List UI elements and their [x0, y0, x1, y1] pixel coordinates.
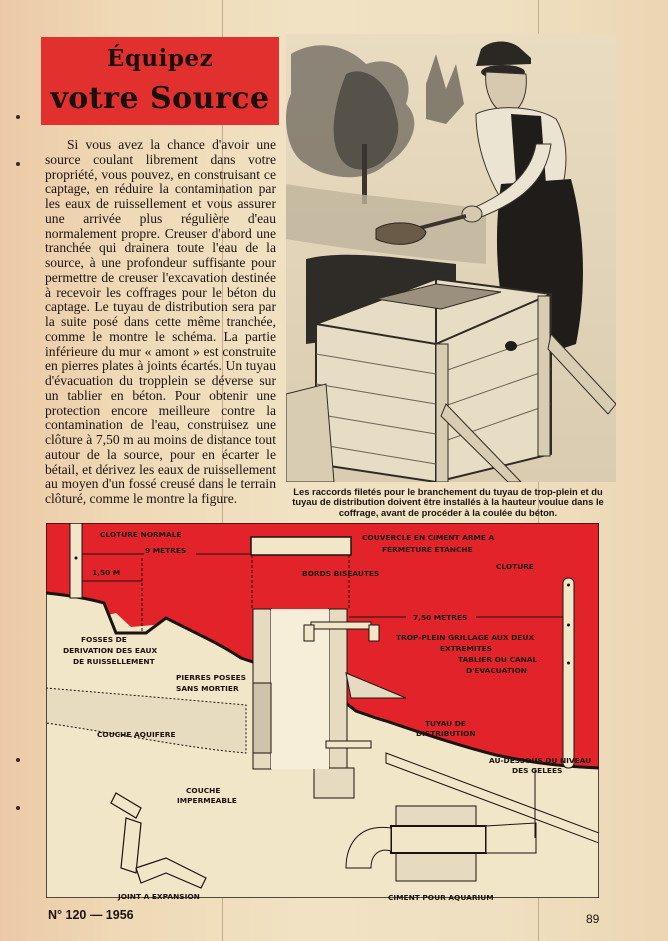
label-impermeable-line1: COUCHE [186, 786, 221, 795]
illustration-man-shoveling [286, 34, 616, 482]
label-fosses-line2: DERIVATION DES EAUX [63, 646, 158, 655]
label-gelees-line1: AU-DESSOUS DU NIVEAU [489, 756, 592, 765]
label-couvercle-line1: COUVERCLE EN CIMENT ARME A [362, 533, 495, 542]
label-tuyau-line1: TUYAU DE [425, 719, 466, 728]
label-bords-biseautes: BORDS BISEAUTES [302, 569, 380, 578]
label-tablier-line2: D'EVACUATION [466, 666, 527, 675]
label-cloture-normale: CLOTURE NORMALE [100, 530, 182, 539]
fence-post-right [563, 578, 574, 768]
label-couvercle-line2: FERMETURE ETANCHE [382, 545, 473, 554]
punch-hole [16, 115, 20, 119]
fence-post-left [70, 523, 82, 598]
label-fosses-line1: FOSSES DE [81, 635, 127, 644]
illustration-caption: Les raccords filetés pour le branchement du tuyau de trop-plein et du tuyau de distribution doivent être installés à la hauteur voulue dans le coffrage, avant de procéder à la coulée du béton. [292, 486, 604, 518]
label-tablier-line1: TABLIER OU CANAL [458, 655, 538, 664]
label-couche-aquifere: COUCHE AQUIFERE [97, 730, 176, 739]
label-ciment-aquarium: CIMENT POUR AQUARIUM [388, 893, 494, 902]
article-title-line2: votre Source [50, 81, 270, 116]
label-pierres-line2: SANS MORTIER [176, 684, 239, 693]
article-body: Si vous avez la chance d'avoir une source coulant librement dans votre propriété, vous pouvez, en construisant ce captage, en réduire la contamination par les eaux de ruissellement et vous assurer une arrivée plus régulière d'eau normalement propre. Creuser d'abord une tranchée qui drainera toute l'eau de la source, à une profondeur suffisante pour permettre de creuser l'excavation destinée à recevoir les coffrages pour le béton du captage. Le tuyau de distribution sera par la suite posé dans cette même tranchée, comme le montre le schéma. La partie inférieure du mur « amont » est construite en pierres plates à joints écartés. Un tuyau d'évacuation du tropplein se déverse sur un tablier en béton. Pour obtenir une protection encore meilleure contre la contamination de l'eau, construisez une clôture à 7,50 m au moins de distance tout autour de la source, pour en écarter le bétail, et dérivez les eaux de ruissellement au moyen d'un fossé creusé dans le terrain clôturé, comme le montre la figure. [45, 137, 276, 506]
punch-hole [16, 806, 20, 810]
label-gelees-line2: DES GELEES [512, 766, 563, 775]
spring-captage-diagram [46, 523, 599, 898]
label-cloture: CLOTURE [496, 562, 534, 571]
punch-hole [16, 162, 20, 166]
issue-number: N° 120 — 1956 [48, 908, 134, 922]
label-tuyau-line2: DISTRIBUTION [416, 729, 476, 738]
article-title-banner [41, 37, 279, 125]
punch-hole [16, 758, 20, 762]
label-7-50-metres: 7,50 METRES [413, 613, 468, 622]
label-joint-expansion: JOINT A EXPANSION [118, 892, 200, 901]
label-impermeable-line2: IMPERMEABLE [177, 796, 237, 805]
label-trop-plein-line1: TROP-PLEIN GRILLAGE AUX DEUX [396, 633, 535, 642]
article-title-line1: Équipez [106, 45, 214, 72]
label-1-50-m: 1,50 M [92, 568, 121, 577]
label-pierres-line1: PIERRES POSEES [176, 673, 246, 682]
label-fosses-line3: DE RUISSELLEMENT [73, 657, 155, 666]
page-number: 89 [586, 912, 600, 926]
label-9-metres: 9 METRES [145, 546, 187, 555]
label-trop-plein-line2: EXTREMITES [440, 644, 493, 653]
